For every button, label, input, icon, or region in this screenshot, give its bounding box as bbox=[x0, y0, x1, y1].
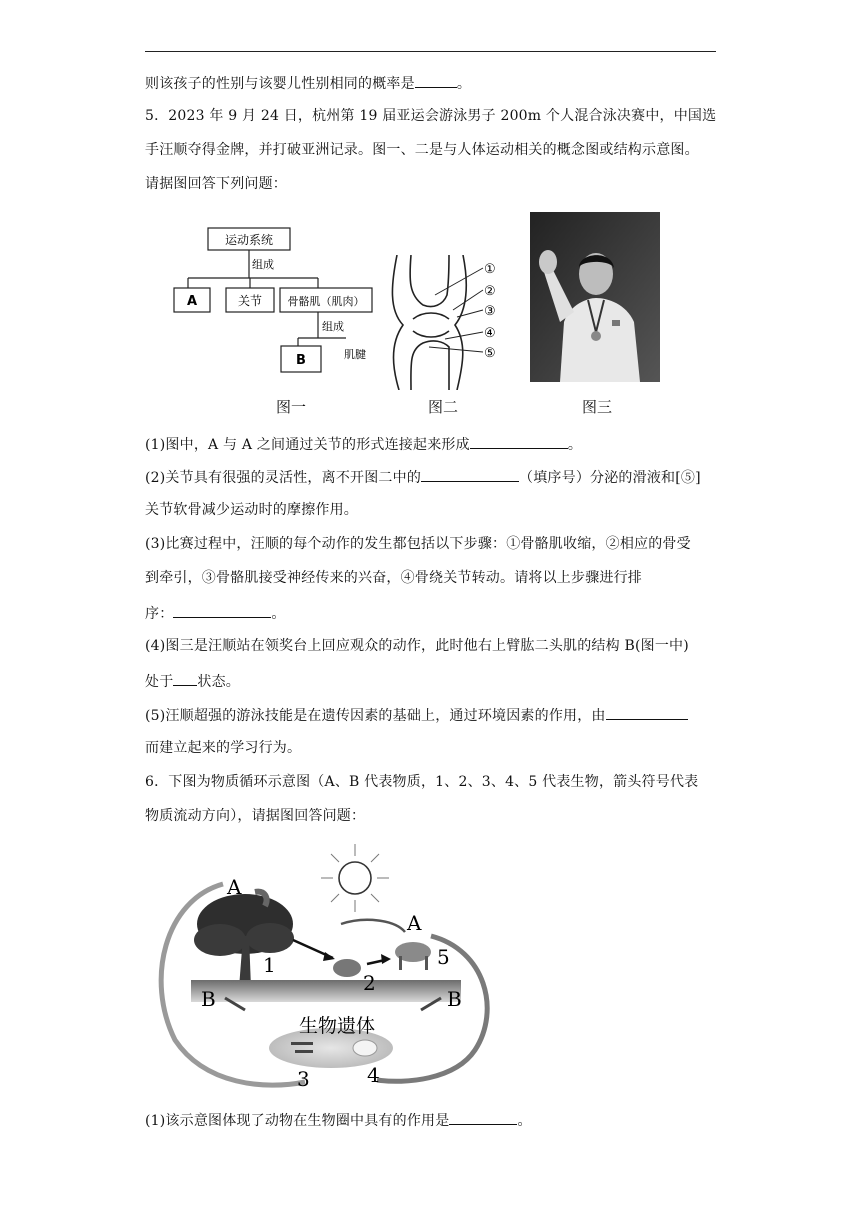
label-b-right: B bbox=[447, 987, 462, 1011]
answer-blank[interactable] bbox=[606, 704, 688, 720]
text: （填序号）分泌的滑液和[⑤] bbox=[519, 470, 701, 486]
q6-sub-1 bbox=[145, 1109, 532, 1131]
text: 处于 bbox=[145, 674, 174, 690]
question-5-line-3: 请据图回答下列问题： bbox=[145, 176, 287, 192]
label-5: 5 bbox=[437, 945, 450, 969]
concept-b: B bbox=[296, 353, 306, 368]
joint-label-4: ④ bbox=[484, 326, 496, 341]
q5-sub-3-line-2: 到牵引，③骨骼肌接受神经传来的兴奋，④骨绕关节转动。请将以上步骤进行排 bbox=[145, 570, 642, 586]
joint-label-2: ② bbox=[484, 284, 496, 299]
rabbit-icon bbox=[333, 959, 361, 977]
header-rule bbox=[145, 51, 716, 52]
concept-link-1: 组成 bbox=[252, 258, 274, 271]
q5-sub-2-line-1 bbox=[145, 466, 701, 488]
previous-question-tail bbox=[145, 72, 471, 94]
label-3: 3 bbox=[297, 1067, 310, 1090]
text: 状态。 bbox=[197, 674, 241, 690]
caption-figure-3: 图三 bbox=[582, 398, 613, 416]
concept-a: A bbox=[186, 294, 198, 309]
label-a-left: A bbox=[227, 875, 242, 899]
joint-label-3: ③ bbox=[484, 304, 496, 319]
concept-muscle: 骨骼肌（肌肉） bbox=[287, 295, 365, 308]
text: (1)该示意图体现了动物在生物圈中具有的作用是 bbox=[145, 1113, 450, 1129]
question-6-line-1: 6．下图为物质循环示意图（A、B 代表物质，1、2、3、4、5 代表生物，箭头符号代表 bbox=[145, 774, 699, 790]
caption-figure-1: 图一 bbox=[276, 398, 307, 416]
answer-blank[interactable] bbox=[173, 602, 271, 618]
q5-sub-4-line-2 bbox=[145, 670, 240, 692]
text: 。 bbox=[271, 606, 286, 622]
figure-3-athlete-photo bbox=[530, 212, 660, 382]
question-5-line-2: 手汪顺夺得金牌，并打破亚洲记录。图一、二是与人体运动相关的概念图或结构示意图。 bbox=[145, 142, 699, 158]
text: 序： bbox=[145, 606, 174, 622]
answer-blank[interactable] bbox=[470, 433, 568, 449]
text: 。 bbox=[567, 437, 583, 453]
q5-sub-3-line-1: (3)比赛过程中，汪顺的每个动作的发生都包括以下步骤：①骨骼肌收缩，②相应的骨受 bbox=[145, 536, 691, 552]
q5-sub-2-line-2: 关节软骨减少运动时的摩擦作用。 bbox=[145, 502, 358, 518]
answer-blank[interactable] bbox=[421, 466, 519, 482]
label-1: 1 bbox=[263, 953, 276, 977]
text: (5)汪顺超强的游泳技能是在遗传因素的基础上，通过环境因素的作用，由 bbox=[145, 708, 606, 724]
concept-joint: 关节 bbox=[237, 294, 263, 308]
answer-blank[interactable] bbox=[173, 670, 197, 686]
label-b-left: B bbox=[201, 987, 216, 1011]
sun-icon bbox=[321, 844, 389, 912]
figure-1-concept-map bbox=[168, 220, 378, 388]
figure-material-cycle bbox=[145, 840, 505, 1090]
q5-sub-1 bbox=[145, 433, 582, 455]
label-a-right: A bbox=[407, 911, 422, 935]
text: 。 bbox=[456, 76, 472, 92]
concept-tendon: 肌腱 bbox=[344, 348, 366, 361]
answer-blank[interactable] bbox=[449, 1109, 517, 1125]
q5-sub-5-line-2: 而建立起来的学习行为。 bbox=[145, 740, 302, 756]
label-remains: 生物遗体 bbox=[299, 1015, 376, 1037]
concept-top: 运动系统 bbox=[224, 233, 274, 247]
label-4: 4 bbox=[367, 1063, 380, 1087]
joint-label-1: ① bbox=[484, 262, 496, 277]
text: (2)关节具有很强的灵活性，离不开图二中的 bbox=[145, 470, 422, 486]
label-2: 2 bbox=[363, 971, 376, 995]
text: 则该孩子的性别与该婴儿性别相同的概率是 bbox=[145, 76, 415, 92]
q5-sub-5-line-1 bbox=[145, 704, 688, 726]
tree-icon bbox=[194, 894, 294, 988]
concept-link-2: 组成 bbox=[322, 320, 344, 333]
wolf-icon bbox=[395, 942, 431, 970]
text: (1)图中，A 与 A 之间通过关节的形式连接起来形成 bbox=[145, 437, 470, 453]
answer-blank[interactable] bbox=[415, 72, 457, 88]
joint-label-5: ⑤ bbox=[484, 346, 496, 361]
q5-sub-4-line-1: (4)图三是汪顺站在领奖台上回应观众的动作，此时他右上臂肱二头肌的结构 B(图一中) bbox=[145, 638, 689, 654]
q5-sub-3-line-3 bbox=[145, 602, 286, 624]
question-5-line-1: 5．2023 年 9 月 24 日，杭州第 19 届亚运会游泳男子 200m 个人混合泳决赛中，中国选 bbox=[145, 108, 717, 124]
question-6-line-2: 物质流动方向），请据图回答问题： bbox=[145, 808, 366, 824]
figure-2-joint-diagram bbox=[383, 255, 523, 390]
text: 。 bbox=[517, 1113, 532, 1129]
caption-figure-2: 图二 bbox=[428, 398, 459, 416]
